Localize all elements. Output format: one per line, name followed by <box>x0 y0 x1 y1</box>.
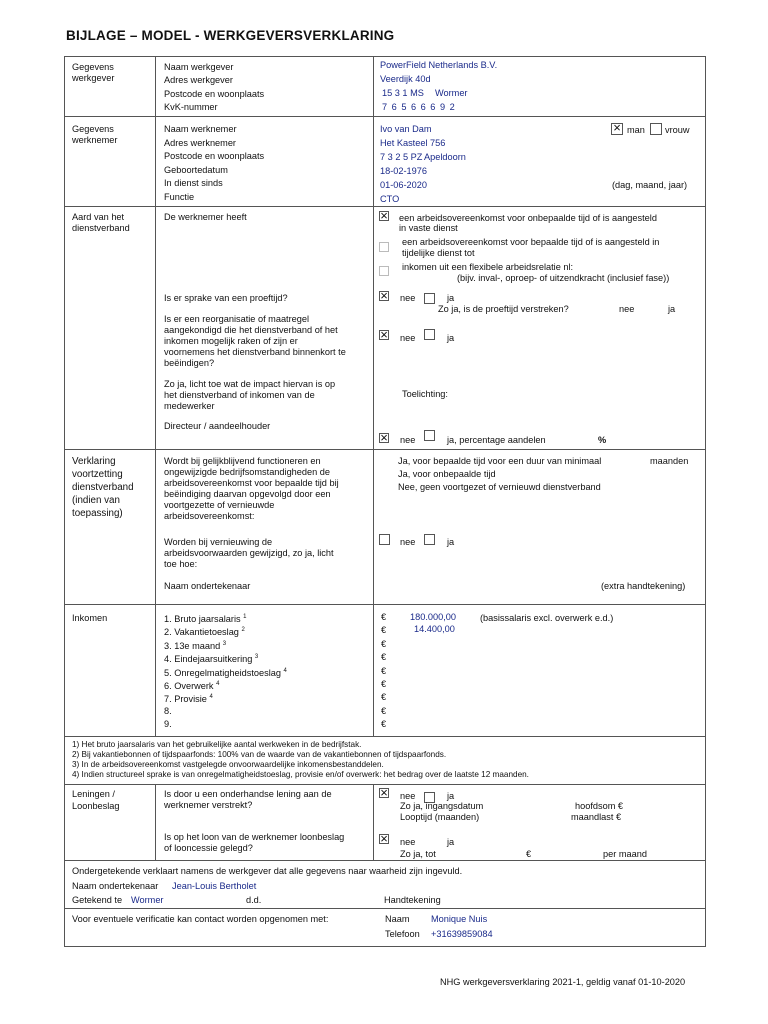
question-voortzetting-5: voortgezette of vernieuwde <box>164 500 275 510</box>
option-onbepaalde-tijd: een arbeidsovereenkomst voor onbepaalde tijd of is aangesteld <box>399 213 657 223</box>
label-man: man <box>627 125 645 135</box>
label-vrouw: vrouw <box>665 125 690 135</box>
option-flexibel: inkomen uit een flexibele arbeidsrelatie nl: <box>402 262 574 272</box>
label-naam-werknemer: Naam werknemer <box>164 124 237 134</box>
section-voortzetting-2: voortzetting <box>72 469 123 480</box>
label-postcode-werknemer: Postcode en woonplaats <box>164 151 265 161</box>
werkgever-city: Wormer <box>435 88 468 98</box>
label-getekend-te: Getekend te <box>72 895 123 905</box>
inkomen-item: 9. <box>164 719 172 730</box>
label-maandlast: maandlast € <box>571 812 622 822</box>
euro-sign: € <box>381 679 387 689</box>
label-geboortedatum: Geboortedatum <box>164 165 228 175</box>
question-wijziging-2: arbeidsvoorwaarden gewijzigd, zo ja, licht <box>164 548 334 558</box>
getekend-plaats: Wormer <box>131 895 164 905</box>
question-lening-2: werknemer verstrekt? <box>164 800 253 810</box>
label-zo-ja-tot: Zo ja, tot <box>400 849 436 859</box>
label-in-dienst: In dienst sinds <box>164 178 223 188</box>
euro-sign: € <box>381 692 387 703</box>
label-lening-ja: ja <box>447 791 455 801</box>
checkbox-reorg-nee[interactable] <box>379 330 389 340</box>
question-voortzetting-4: beëindiging daarvan opgevolgd door een <box>164 489 331 499</box>
label-extra-handtekening: (extra handtekening) <box>601 581 686 591</box>
werknemer-since: 01-06-2020 <box>380 180 427 190</box>
label-dd: d.d. <box>246 895 262 905</box>
label-beslag-euro: € <box>526 849 532 859</box>
section-voortzetting-1: Verklaring <box>72 456 116 467</box>
label-werknemer-heeft: De werknemer heeft <box>164 212 247 222</box>
euro-sign: € <box>381 638 387 649</box>
label-wijziging-nee: nee <box>400 537 416 547</box>
werkgever-kvk: 7 6 5 6 6 6 9 2 <box>382 102 456 112</box>
label-percentage: % <box>598 435 607 445</box>
option-flexibel-2: (bijv. inval-, oproep- of uitzendkracht (inclusief fase)) <box>457 273 670 283</box>
inkomen-item: 7. Provisie $^4$ <box>164 694 213 705</box>
footnote-4: 4) Indien structureel sprake is van onregelmatigheidstoeslag, provisie en/of overwerk: het bedrag over de laatste 12 maanden. <box>72 770 529 779</box>
footnote-2: 2) Bij vakantiebonnen of tijdspaarfonds: 100% van de waarde van de vakantiebonnen of tijdspaarfonds. <box>72 750 447 759</box>
label-verificatie-telefoon: Telefoon <box>385 929 420 939</box>
verificatie-naam: Monique Nuis <box>431 914 488 924</box>
question-reorg-1: Is er een reorganisatie of maatregel <box>164 314 310 324</box>
label-dga-ja: ja, percentage aandelen <box>447 435 546 445</box>
werknemer-postcode: 7 3 2 5 PZ <box>380 152 423 162</box>
werkgever-postcode: 15 3 1 MS <box>382 88 424 98</box>
question-wijziging-1: Worden bij vernieuwing de <box>164 537 273 547</box>
label-toelichting: Toelichting: <box>402 389 448 399</box>
euro-sign: € <box>381 625 387 636</box>
section-voortzetting-4: (indien van <box>72 495 120 506</box>
section-werknemer: Gegevens werknemer <box>72 124 118 145</box>
section-voortzetting-5: toepassing) <box>72 508 123 519</box>
label-verificatie-naam: Naam <box>385 914 410 924</box>
checkbox-man[interactable] <box>611 123 623 135</box>
label-beslag-ja: ja <box>447 837 455 847</box>
footer-version: NHG werkgeversverklaring 2021-1, geldig vanaf 01-10-2020 <box>440 977 686 987</box>
inkomen-item: 1. Bruto jaarsalaris $^1$ <box>164 614 247 625</box>
label-ingangsdatum: Zo ja, ingangsdatum <box>400 801 484 811</box>
inkomen-item: 3. 13e maand $^3$ <box>164 640 227 651</box>
label-wijziging-ja: ja <box>447 537 455 547</box>
page-title: BIJLAGE – MODEL - WERKGEVERSVERKLARING <box>66 28 395 43</box>
checkbox-dga-nee[interactable] <box>379 433 389 443</box>
euro-sign: € <box>381 665 387 676</box>
label-looptijd: Looptijd (maanden) <box>400 812 480 822</box>
question-voortzetting-2: ongewijzigde bedrijfsomstandigheden de <box>164 467 330 477</box>
footnote-1: 1) Het bruto jaarsalaris van het gebruikelijke aantal werkweken in de bedrijfstak. <box>72 740 362 749</box>
inkomen-item: 8. <box>164 705 172 716</box>
checkbox-proeftijd-nee[interactable] <box>379 291 389 301</box>
inkomen-item: 4. Eindejaarsuitkering $^3$ <box>164 654 259 665</box>
ondertekening-text: Ondergetekende verklaart namens de werkgever dat alle gegevens naar waarheid zijn ingevuld. <box>72 866 463 876</box>
label-dga-nee: nee <box>400 435 416 445</box>
question-impact-2: het dienstverband of inkomen van de <box>164 390 315 400</box>
werkgever-address: Veerdijk 40d <box>380 74 431 84</box>
question-voortzetting-1: Wordt bij gelijkblijvend functioneren en <box>164 456 321 466</box>
werkgever-name: PowerField Netherlands B.V. <box>380 60 498 70</box>
question-beslag-2: of looncessie gelegd? <box>164 843 253 853</box>
label-adres-werknemer: Adres werknemer <box>164 138 236 148</box>
label-beslag-nee: nee <box>400 837 416 847</box>
label-proeftijd-ja: ja <box>447 293 455 303</box>
label-maanden: maanden <box>650 456 689 466</box>
question-voortzetting-6: arbeidsovereenkomst: <box>164 511 255 521</box>
label-handtekening: Handtekening <box>384 895 441 905</box>
label-naam-werkgever: Naam werkgever <box>164 62 234 72</box>
section-leningen-2: Loonbeslag <box>72 801 120 811</box>
checkbox-bepaalde-tijd[interactable] <box>379 242 389 252</box>
werknemer-birth: 18-02-1976 <box>380 166 427 176</box>
label-proeftijd-nee: nee <box>400 293 416 303</box>
checkbox-wijziging-ja[interactable] <box>424 534 435 545</box>
label-naam-ondertekenaar-2: Naam ondertekenaar <box>72 881 159 891</box>
question-lening-1: Is door u een onderhandse lening aan de <box>164 789 332 799</box>
inkomen-item: 2. Vakantietoeslag $^2$ <box>164 627 245 638</box>
section-voortzetting-3: dienstverband <box>72 482 134 493</box>
euro-sign: € <box>381 705 387 716</box>
date-format-hint: (dag, maand, jaar) <box>612 180 688 190</box>
note-salaris: (basissalaris excl. overwerk e.d.) <box>480 613 614 623</box>
inkomen-item: 5. Onregelmatigheidstoeslag $^4$ <box>164 667 287 678</box>
checkbox-proeftijd-ja[interactable] <box>424 293 435 304</box>
question-voortzetting-3: arbeidsovereenkomst voor bepaalde tijd bij <box>164 478 339 488</box>
option-ja-onbepaalde: Ja, voor onbepaalde tijd <box>398 469 496 479</box>
question-impact-3: medewerker <box>164 401 215 411</box>
inkomen-item: 6. Overwerk $^4$ <box>164 681 220 692</box>
label-hoofdsom: hoofdsom € <box>575 801 624 811</box>
checkbox-flexibel[interactable] <box>379 266 389 276</box>
werknemer-city: Apeldoorn <box>424 152 466 162</box>
value-salaris: 180.000,00 <box>410 612 456 622</box>
checkbox-vrouw[interactable] <box>650 123 662 135</box>
label-verstreken-nee: nee <box>619 304 635 314</box>
question-beslag-1: Is op het loon van de werknemer loonbeslag <box>164 832 345 842</box>
question-impact-1: Zo ja, licht toe wat de impact hiervan is op <box>164 379 336 389</box>
footnote-3: 3) In de arbeidsovereenkomst vastgelegde onvoorwaardelijke inkomensbestanddelen. <box>72 760 384 769</box>
euro-sign: € <box>381 612 387 622</box>
section-werkgever: Gegevens werkgever <box>72 62 115 83</box>
option-bepaalde-tijd: een arbeidsovereenkomst voor bepaalde tijd of is aangesteld in <box>402 237 660 247</box>
checkbox-onbepaalde-tijd[interactable] <box>379 211 389 221</box>
label-reorg-ja: ja <box>447 333 455 343</box>
checkbox-beslag-nee[interactable] <box>379 834 389 844</box>
question-dga: Directeur / aandeelhouder <box>164 421 271 431</box>
checkbox-wijziging-nee[interactable] <box>379 534 390 545</box>
label-reorg-nee: nee <box>400 333 416 343</box>
value-vakantie: 14.400,00 <box>414 624 455 634</box>
section-dienstverband: Aard van het dienstverband <box>72 212 130 233</box>
checkbox-lening-nee[interactable] <box>379 788 389 798</box>
question-reorg-4: voornemens het dienstverband binnenkort te <box>164 347 346 357</box>
question-reorg-3: inkomen mogelijk raken of zijn er <box>164 336 298 346</box>
label-per-maand: per maand <box>603 849 647 859</box>
euro-sign: € <box>381 719 387 730</box>
checkbox-reorg-ja[interactable] <box>424 329 435 340</box>
euro-sign: € <box>381 652 387 663</box>
checkbox-dga-ja[interactable] <box>424 430 435 441</box>
werknemer-name: Ivo van Dam <box>380 124 432 134</box>
section-leningen-1: Leningen / <box>72 789 115 799</box>
option-ja-bepaalde: Ja, voor bepaalde tijd voor een duur van minimaal <box>398 456 602 466</box>
label-lening-nee: nee <box>400 791 416 801</box>
label-adres-werkgever: Adres werkgever <box>164 75 233 85</box>
verificatie-telefoon: +31639859084 <box>431 929 493 939</box>
option-onbepaalde-tijd-2: in vaste dienst <box>399 223 458 233</box>
label-functie: Functie <box>164 192 195 202</box>
question-wijziging-3: toe hoe: <box>164 559 198 569</box>
question-reorg-5: beëindigen? <box>164 358 215 368</box>
werknemer-address: Het Kasteel 756 <box>380 138 446 148</box>
werknemer-function: CTO <box>380 194 400 204</box>
question-proeftijd: Is er sprake van een proeftijd? <box>164 293 288 303</box>
option-nee-geen: Nee, geen voortgezet of vernieuwd dienstverband <box>398 482 601 492</box>
verificatie-text: Voor eventuele verificatie kan contact worden opgenomen met: <box>72 914 329 924</box>
label-verstreken-ja: ja <box>668 304 676 314</box>
option-bepaalde-tijd-2: tijdelijke dienst tot <box>402 248 475 258</box>
question-proeftijd-verstreken: Zo ja, is de proeftijd verstreken? <box>438 304 569 314</box>
naam-ondertekenaar: Jean-Louis Bertholet <box>172 881 257 891</box>
label-naam-ondertekenaar: Naam ondertekenaar <box>164 581 251 591</box>
label-kvk: KvK-nummer <box>164 102 218 112</box>
question-reorg-2: aangekondigd die het dienstverband of het <box>164 325 338 335</box>
section-inkomen: Inkomen <box>72 613 108 623</box>
label-postcode-werkgever: Postcode en woonplaats <box>164 89 265 99</box>
